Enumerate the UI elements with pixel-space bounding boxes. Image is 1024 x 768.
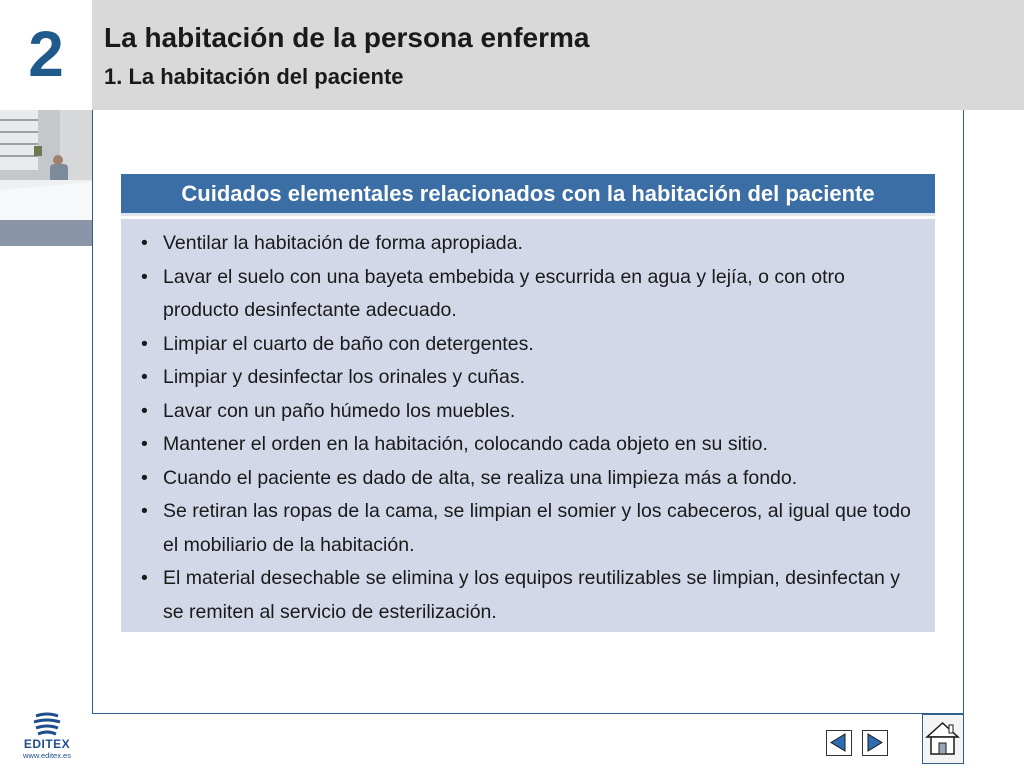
page-subtitle: 1. La habitación del paciente: [104, 64, 404, 89]
card-title: Cuidados elementales relacionados con la habitación del paciente: [181, 180, 875, 206]
chapter-number: 2: [28, 18, 64, 90]
logo-name: EDITEX: [23, 737, 71, 751]
list-item: • El material desechable se elimina y los equipos reutilizables se limpian, desinfectan y se remiten al servicio de esterilización.: [133, 562, 923, 629]
list-item: • Se retiran las ropas de la cama, se limpian el somier y los cabeceros, al igual que todo el mobiliario de la habitación.: [133, 495, 923, 562]
hospital-room-illustration: [0, 110, 92, 246]
list-item: • Ventilar la habitación de forma apropiada.: [133, 227, 923, 261]
list-item: • Limpiar el cuarto de baño con detergentes.: [133, 328, 923, 362]
list-item: • Limpiar y desinfectar los orinales y cuñas.: [133, 361, 923, 395]
editex-logo-icon: [16, 712, 78, 738]
card-body: [121, 219, 935, 632]
previous-slide-button[interactable]: [826, 730, 852, 756]
list-item: • Lavar con un paño húmedo los muebles.: [133, 395, 923, 429]
next-slide-button[interactable]: [862, 730, 888, 756]
header-band: [92, 0, 1024, 110]
page-title: La habitación de la persona enferma: [104, 22, 590, 53]
editex-logo: [16, 712, 78, 762]
list-item: • Cuando el paciente es dado de alta, se realiza una limpieza más a fondo.: [133, 462, 923, 496]
list-item: • Lavar el suelo con una bayeta embebida y escurrida en agua y lejía, o con otro producto desinfectante adecuado.: [133, 261, 923, 328]
hospital-room-photo: [0, 110, 92, 246]
house-icon: [923, 715, 962, 762]
chapter-box: [0, 0, 92, 110]
bullet-list: [133, 227, 923, 629]
triangle-right-icon: [863, 731, 886, 754]
card-header: [121, 174, 935, 216]
home-button[interactable]: [922, 714, 964, 764]
list-item: • Mantener el orden en la habitación, colocando cada objeto en su sitio.: [133, 428, 923, 462]
triangle-left-icon: [827, 731, 850, 754]
logo-url: www.editex.es: [23, 751, 71, 760]
